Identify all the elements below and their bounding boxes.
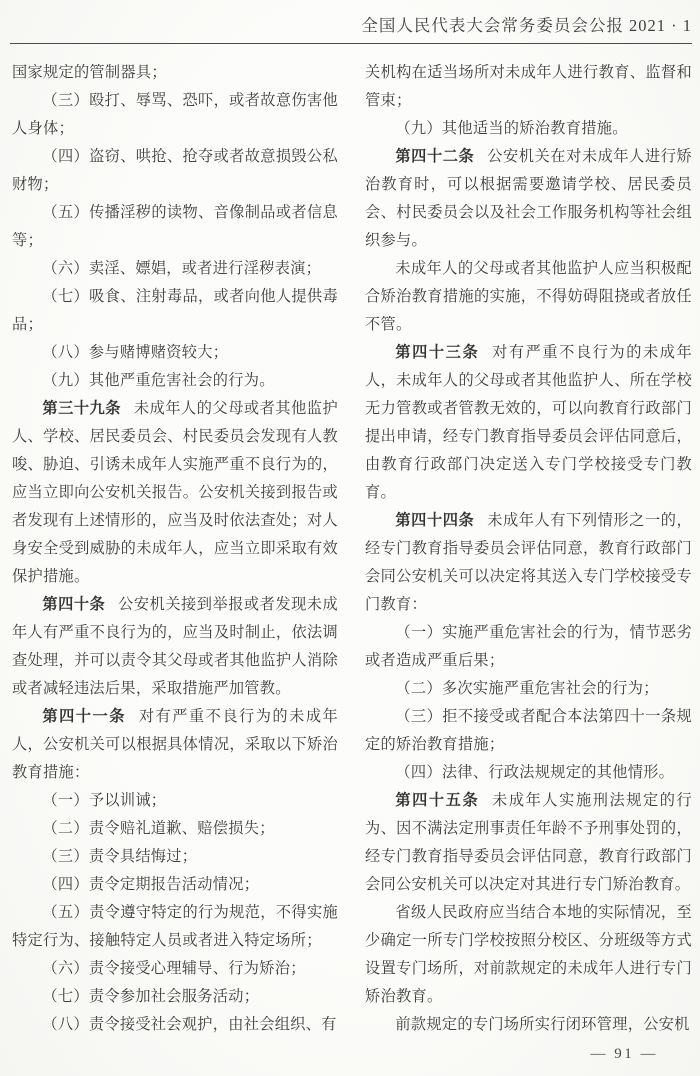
paragraph-text: （六）责令接受心理辅导、行为矫治； bbox=[42, 960, 306, 977]
article-paragraph bbox=[365, 787, 692, 899]
paragraph-text: （二）责令赔礼道歉、赔偿损失； bbox=[42, 820, 275, 837]
article-paragraph bbox=[365, 143, 692, 255]
paragraph-text: （九）其他适当的矫治教育措施。 bbox=[395, 120, 628, 137]
article-number: 第四十三条 bbox=[395, 344, 480, 361]
paragraph bbox=[365, 759, 692, 787]
paragraph-text: （三）殴打、辱骂、恐吓，或者故意伤害他人身体； bbox=[12, 92, 338, 137]
paragraph-text: 国家规定的管制器具； bbox=[12, 64, 167, 81]
page-footer bbox=[591, 1045, 659, 1063]
paragraph bbox=[365, 59, 692, 115]
paragraph-text: （二）多次实施严重危害社会的行为； bbox=[395, 680, 659, 697]
paragraph bbox=[12, 59, 338, 87]
paragraph bbox=[12, 871, 338, 899]
paragraph bbox=[12, 787, 338, 815]
paragraph-text: 关机构在适当场所对未成年人进行教育、监督和管束； bbox=[365, 64, 692, 109]
article-number: 第四十一条 bbox=[42, 708, 126, 725]
paragraph-text: （七）责令参加社会服务活动； bbox=[42, 988, 260, 1005]
page-number: — 91 — bbox=[590, 1046, 658, 1062]
paragraph-text: 未成年人的父母或者其他监护人、学校、居民委员会、村民委员会发现有人教唆、胁迫、引诱未成年人实施严重不良行为的，应当立即向公安机关报告。公安机关接到报告或者发现有上述情形的，应当及时依法查处；对人身安全受到威胁的未成年人，应当立即采取有效保护措施。 bbox=[12, 400, 338, 585]
paragraph bbox=[12, 255, 338, 283]
paragraph-text: （四）法律、行政法规规定的其他情形。 bbox=[395, 764, 675, 781]
article-paragraph bbox=[365, 507, 692, 619]
article-number: 第四十条 bbox=[42, 596, 106, 613]
paragraph-text: （六）卖淫、嫖娼，或者进行淫秽表演； bbox=[42, 260, 322, 277]
paragraph-text: 前款规定的专门场所实行闭环管理，公安机 bbox=[395, 1016, 690, 1033]
paragraph-text: 公安机关在对未成年人进行矫治教育时，可以根据需要邀请学校、居民委员会、村民委员会以及社会工作服务机构等社会组织参与。 bbox=[365, 148, 692, 249]
paragraph bbox=[365, 703, 692, 759]
paragraph bbox=[365, 1011, 692, 1039]
paragraph-text: （八）责令接受社会观护，由社会组织、有 bbox=[42, 1016, 337, 1033]
paragraph-text: （四）责令定期报告活动情况； bbox=[42, 876, 260, 893]
paragraph bbox=[12, 815, 338, 843]
article-paragraph bbox=[12, 703, 338, 787]
paragraph bbox=[12, 983, 338, 1011]
paragraph-text: 对有严重不良行为的未成年人，未成年人的父母或者其他监护人、所在学校无力管教或者管教无效的，可以向教育行政部门提出申请，经专门教育指导委员会评估同意后，由教育行政部门决定送入专门学校接受专门教育。 bbox=[365, 344, 693, 501]
paragraph bbox=[365, 115, 692, 143]
page-header bbox=[0, 0, 700, 44]
document-body bbox=[0, 44, 700, 1039]
paragraph-text: （三）拒不接受或者配合本法第四十一条规定的矫治教育措施； bbox=[365, 708, 692, 753]
paragraph bbox=[365, 255, 692, 339]
article-number: 第四十五条 bbox=[395, 792, 480, 809]
paragraph-text: （一）实施严重危害社会的行为，情节恶劣或者造成严重后果； bbox=[365, 624, 692, 669]
paragraph bbox=[12, 955, 338, 983]
paragraph bbox=[12, 87, 338, 143]
article-paragraph bbox=[365, 339, 692, 507]
article-number: 第四十四条 bbox=[395, 512, 475, 529]
paragraph bbox=[12, 199, 338, 255]
paragraph bbox=[12, 283, 338, 339]
article-number: 第四十二条 bbox=[395, 148, 475, 165]
paragraph-text: 省级人民政府应当结合本地的实际情况，至少确定一所专门学校按照分校区、分班级等方式设置专门场所，对前款规定的未成年人进行专门矫治教育。 bbox=[365, 904, 692, 1005]
paragraph bbox=[12, 1011, 338, 1039]
paragraph-text: （一）予以训诫； bbox=[42, 792, 167, 809]
right-column bbox=[365, 59, 692, 1039]
paragraph-text: （三）责令具结悔过； bbox=[42, 848, 198, 865]
paragraph bbox=[12, 899, 338, 955]
paragraph-text: 公安机关接到举报或者发现未成年人有严重不良行为的，应当及时制止，依法调查处理，并可以责令其父母或者其他监护人消除或者减轻违法后果，采取措施严加管教。 bbox=[12, 596, 338, 697]
paragraph bbox=[12, 367, 338, 395]
journal-title: 全国人民代表大会常务委员会公报 2021 · 1 bbox=[361, 16, 692, 35]
paragraph-text: （四）盗窃、哄抢、抢夺或者故意损毁公私财物； bbox=[12, 148, 338, 193]
paragraph bbox=[12, 143, 338, 199]
paragraph-text: 未成年人实施刑法规定的行为、因不满法定刑事责任年龄不予刑事处罚的，经专门教育指导委员会评估同意，教育行政部门会同公安机关可以决定对其进行专门矫治教育。 bbox=[365, 792, 693, 893]
paragraph bbox=[365, 899, 692, 1011]
paragraph-text: （五）传播淫秽的读物、音像制品或者信息等； bbox=[12, 204, 338, 249]
paragraph-text: 对有严重不良行为的未成年人，公安机关可以根据具体情况，采取以下矫治教育措施： bbox=[12, 708, 339, 781]
paragraph-text: （七）吸食、注射毒品，或者向他人提供毒品； bbox=[12, 288, 338, 333]
paragraph-text: （八）参与赌博赌资较大； bbox=[42, 344, 229, 361]
paragraph-text: （五）责令遵守特定的行为规范，不得实施特定行为、接触特定人员或者进入特定场所； bbox=[12, 904, 338, 949]
paragraph bbox=[12, 843, 338, 871]
paragraph bbox=[12, 339, 338, 367]
paragraph-text: （九）其他严重危害社会的行为。 bbox=[42, 372, 275, 389]
paragraph bbox=[365, 675, 692, 703]
paragraph bbox=[365, 619, 692, 675]
left-column bbox=[12, 59, 338, 1039]
paragraph-text: 未成年人有下列情形之一的，经专门教育指导委员会评估同意，教育行政部门会同公安机关可以决定将其送入专门学校接受专门教育： bbox=[365, 512, 692, 613]
article-paragraph bbox=[12, 591, 338, 703]
article-number: 第三十九条 bbox=[42, 400, 121, 417]
paragraph-text: 未成年人的父母或者其他监护人应当积极配合矫治教育措施的实施，不得妨碍阻挠或者放任不管。 bbox=[365, 260, 692, 333]
article-paragraph bbox=[12, 395, 338, 591]
